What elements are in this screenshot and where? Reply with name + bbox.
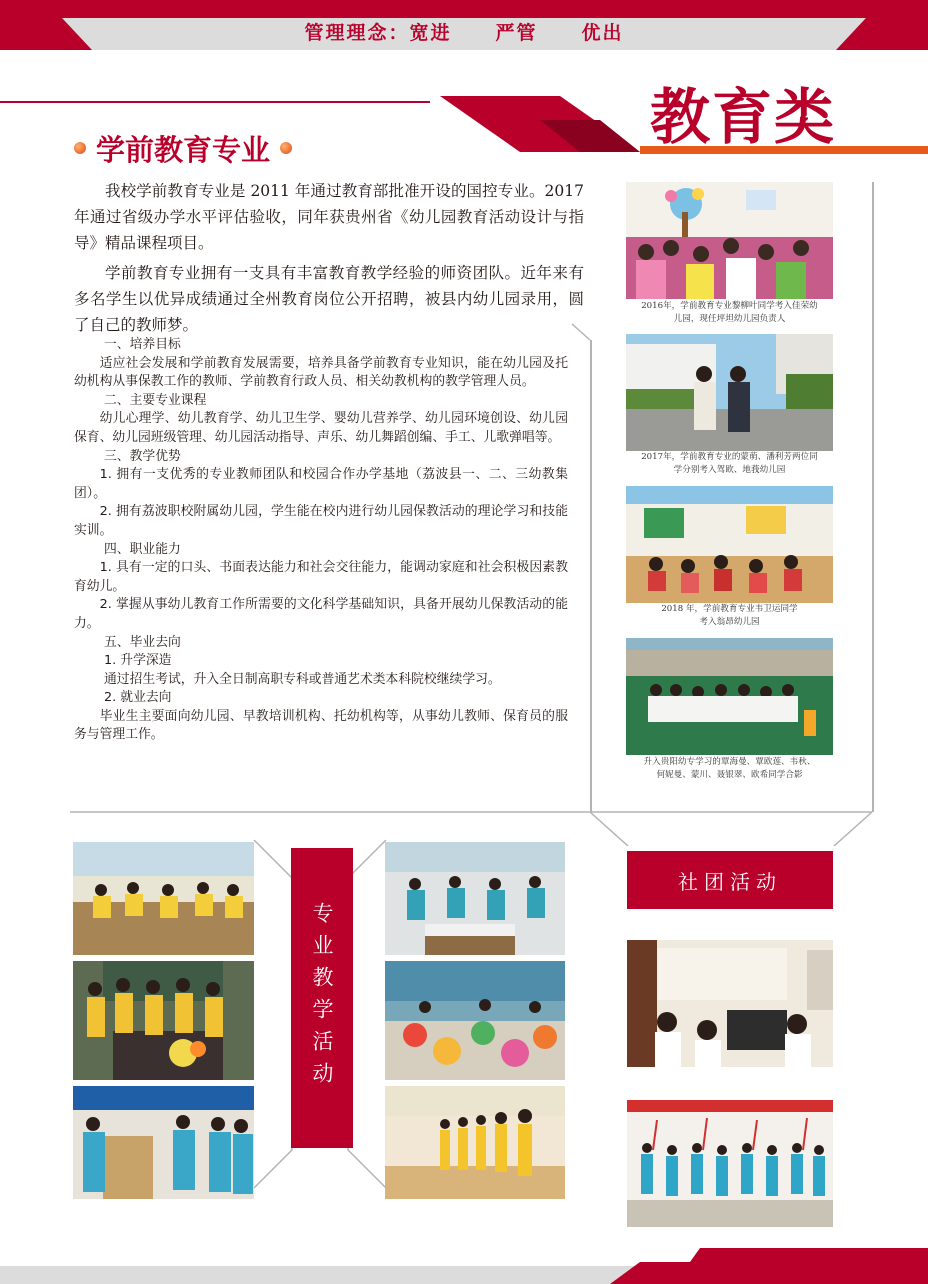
photo-dance-performance	[627, 1100, 833, 1227]
intro-text	[74, 178, 584, 338]
teaching-activities-text: 专业教学活动	[310, 902, 334, 1094]
details-paragraph: 1. 拥有一支优秀的专业教师团队和校园合作办学基地（荔波县一、二、三幼教集团）。	[74, 467, 568, 501]
photo-music-club	[627, 940, 833, 1067]
bullet-dot-icon	[280, 142, 292, 154]
photo-kindergarten-class	[626, 182, 833, 299]
footer-decoration	[0, 1244, 928, 1284]
photo-keyboard-class	[385, 842, 565, 955]
motto-item: 宽进	[409, 22, 452, 44]
photo-caption	[620, 603, 839, 628]
photo-flower-arranging	[73, 961, 254, 1080]
caption-line: 何妮曼、蒙川、聂银翠、欧希同学合影	[656, 769, 803, 780]
photo-caption	[620, 300, 839, 325]
details-heading: 三、教学优势	[104, 448, 181, 464]
details-paragraph: 1. 具有一定的口头、书面表达能力和社会交往能力，能调动家庭和社会积极因素教育幼儿。	[74, 560, 568, 594]
bullet-dot-icon	[74, 142, 86, 154]
motto-prefix: 管理理念：	[304, 22, 410, 44]
details-paragraph: 通过招生考试，升入全日制高职专科或普通艺术类本科院校继续学习。	[104, 671, 501, 687]
details-heading: 五、毕业去向	[104, 634, 181, 650]
photo-handicraft	[385, 961, 565, 1080]
photo-group-students	[626, 638, 833, 755]
section-title	[74, 128, 292, 168]
photo-teaching-class	[626, 486, 833, 603]
photo-painting-class	[73, 1086, 254, 1199]
motto	[0, 18, 928, 45]
motto-item: 严管	[495, 22, 538, 44]
caption-line: 考入翁昂幼儿园	[699, 616, 760, 627]
photo-caption	[620, 451, 839, 476]
caption-line: 儿园，现任坪坦幼儿园负责人	[673, 313, 786, 324]
details-paragraph: 幼儿心理学、幼儿教育学、幼儿卫生学、婴幼儿营养学、幼儿园环境创设、幼儿园保育、幼儿园班级管理、幼儿园活动指导、声乐、幼儿舞蹈创编、手工、儿歌弹唱等。	[74, 411, 568, 445]
motto-item: 优出	[581, 22, 624, 44]
caption-line: 2017年，学前教育专业的蒙萌、潘利芳两位同	[641, 452, 818, 462]
photo-dance-practice	[385, 1086, 565, 1199]
section-title-text: 学前教育专业	[96, 132, 271, 167]
details-paragraph: 2. 掌握从事幼儿教育工作所需要的文化科学基础知识，具备开展幼儿保教活动的能力。	[74, 597, 568, 631]
caption-line: 学分别考入驾欧、地莪幼儿园	[673, 464, 786, 475]
category-title: 教育类	[650, 83, 836, 153]
details-subheading: 2. 就业去向	[104, 690, 172, 706]
details-paragraph: 毕业生主要面向幼儿园、早教培训机构、托幼机构等，从事幼儿教师、保育员的服务与管理工作。	[74, 708, 568, 743]
teaching-activities-label	[291, 848, 353, 1148]
intro-paragraph: 我校学前教育专业是 2011 年通过教育部批准开设的国控专业。2017 年通过省级办学水平评估验收，同年获贵州省《幼儿园教育活动设计与指导》精品课程项目。	[74, 182, 584, 252]
caption-line: 升入贵阳幼专学习的覃海曼、覃欧莲、韦秋、	[643, 757, 816, 767]
details-subheading: 1. 升学深造	[104, 653, 172, 669]
photo-two-students	[626, 334, 833, 451]
top-banner	[0, 0, 928, 50]
details-heading: 二、主要专业课程	[104, 392, 207, 408]
caption-line: 2018 年，学前教育专业韦卫运同学	[661, 604, 798, 614]
photo-classroom-yellow	[73, 842, 254, 955]
details-paragraph: 2. 拥有荔波职校附属幼儿园，学生能在校内进行幼儿园保教活动的理论学习和技能实训。	[74, 504, 568, 538]
intro-paragraph: 学前教育专业拥有一支具有丰富教育教学经验的师资团队。近年来有多名学生以优异成绩通过全州教育岗位公开招聘，被县内幼儿园录用，圆了自己的教师梦。	[74, 264, 584, 334]
details-heading: 四、职业能力	[104, 541, 181, 557]
caption-line: 2016年，学前教育专业黎柳叶同学考入佳荣幼	[641, 301, 818, 311]
photo-caption	[620, 756, 839, 781]
club-activities-label: 社团活动	[627, 851, 833, 909]
details-heading: 一、培养目标	[104, 337, 181, 352]
details-paragraph: 适应社会发展和学前教育发展需要，培养具备学前教育专业知识，能在幼儿园及托幼机构从事保教工作的教师、学前教育行政人员、相关幼教机构的教学管理人员。	[74, 355, 568, 390]
